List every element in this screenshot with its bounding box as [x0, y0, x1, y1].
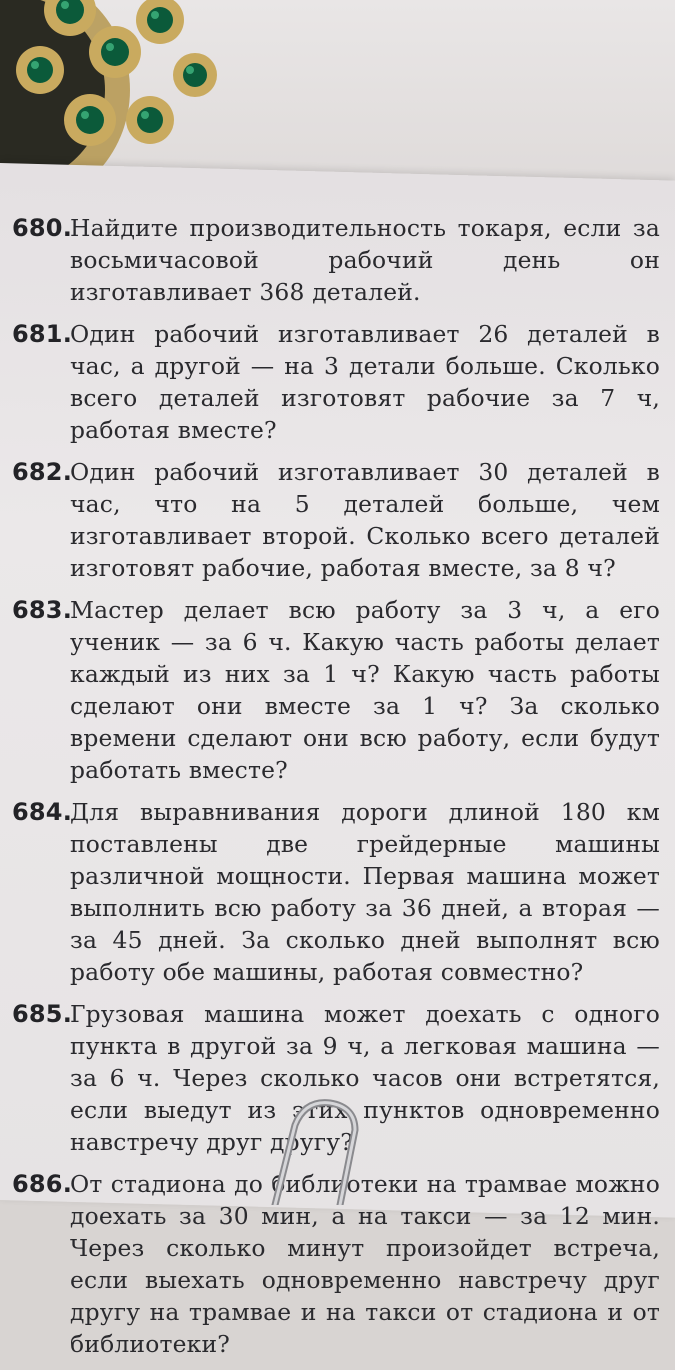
problem-text: Мастер делает всю работу за 3 ч, а его ученик — за 6 ч. Какую часть работы делает каждый из них за 1 ч? Какую часть работы сделают они вместе за 1 ч? За сколько времени сделают они всю работу, если будут работать вместе? [70, 596, 660, 784]
decorative-brooch-image [0, 0, 270, 180]
problem-text: Найдите производительность токаря, если за восьмичасовой рабочий день он изготавливает 368 деталей. [70, 214, 660, 306]
problem-684 [12, 796, 660, 988]
problem-number: 684. [12, 798, 73, 826]
problem-number: 683. [12, 596, 73, 624]
problem-680 [12, 212, 660, 308]
problem-text: Грузовая машина может доехать с одного пункта в другой за 9 ч, а легковая машина — за 6 ч. Через сколько часов они встретятся, если выедут из этих пунктов одновременно навстречу друг другу? [70, 1000, 660, 1156]
problem-number: 685. [12, 1000, 73, 1028]
problem-text: Один рабочий изготавливает 30 деталей в час, что на 5 деталей больше, чем изготавливает второй. Сколько всего деталей изготовят рабочие, работая вместе, за 8 ч? [70, 458, 660, 582]
problem-text: От стадиона до библиотеки на трамвае можно доехать за 30 мин, а на такси — за 12 мин. Через сколько минут произойдет встреча, если выехать одновременно навстречу друг другу на трамвае и на такси от стадиона и от библиотеки? [70, 1170, 660, 1358]
problem-number: 686. [12, 1170, 73, 1198]
problem-number: 681. [12, 320, 73, 348]
problem-text: Один рабочий изготавливает 26 деталей в час, а другой — на 3 детали больше. Сколько всего деталей изготовят рабочие за 7 ч, работая вместе? [70, 320, 660, 444]
problem-text: Для выравнивания дороги длиной 180 км поставлены две грейдерные машины различной мощности. Первая машина может выполнить всю работу за 36 дней, а вторая — за 45 дней. За сколько дней выполнят всю работу обе машины, работая совместно? [70, 798, 660, 986]
problem-682 [12, 456, 660, 584]
problem-681 [12, 318, 660, 446]
problem-number: 680. [12, 214, 73, 242]
problem-number: 682. [12, 458, 73, 486]
problem-683 [12, 594, 660, 786]
paper-clip-image [255, 1095, 415, 1205]
